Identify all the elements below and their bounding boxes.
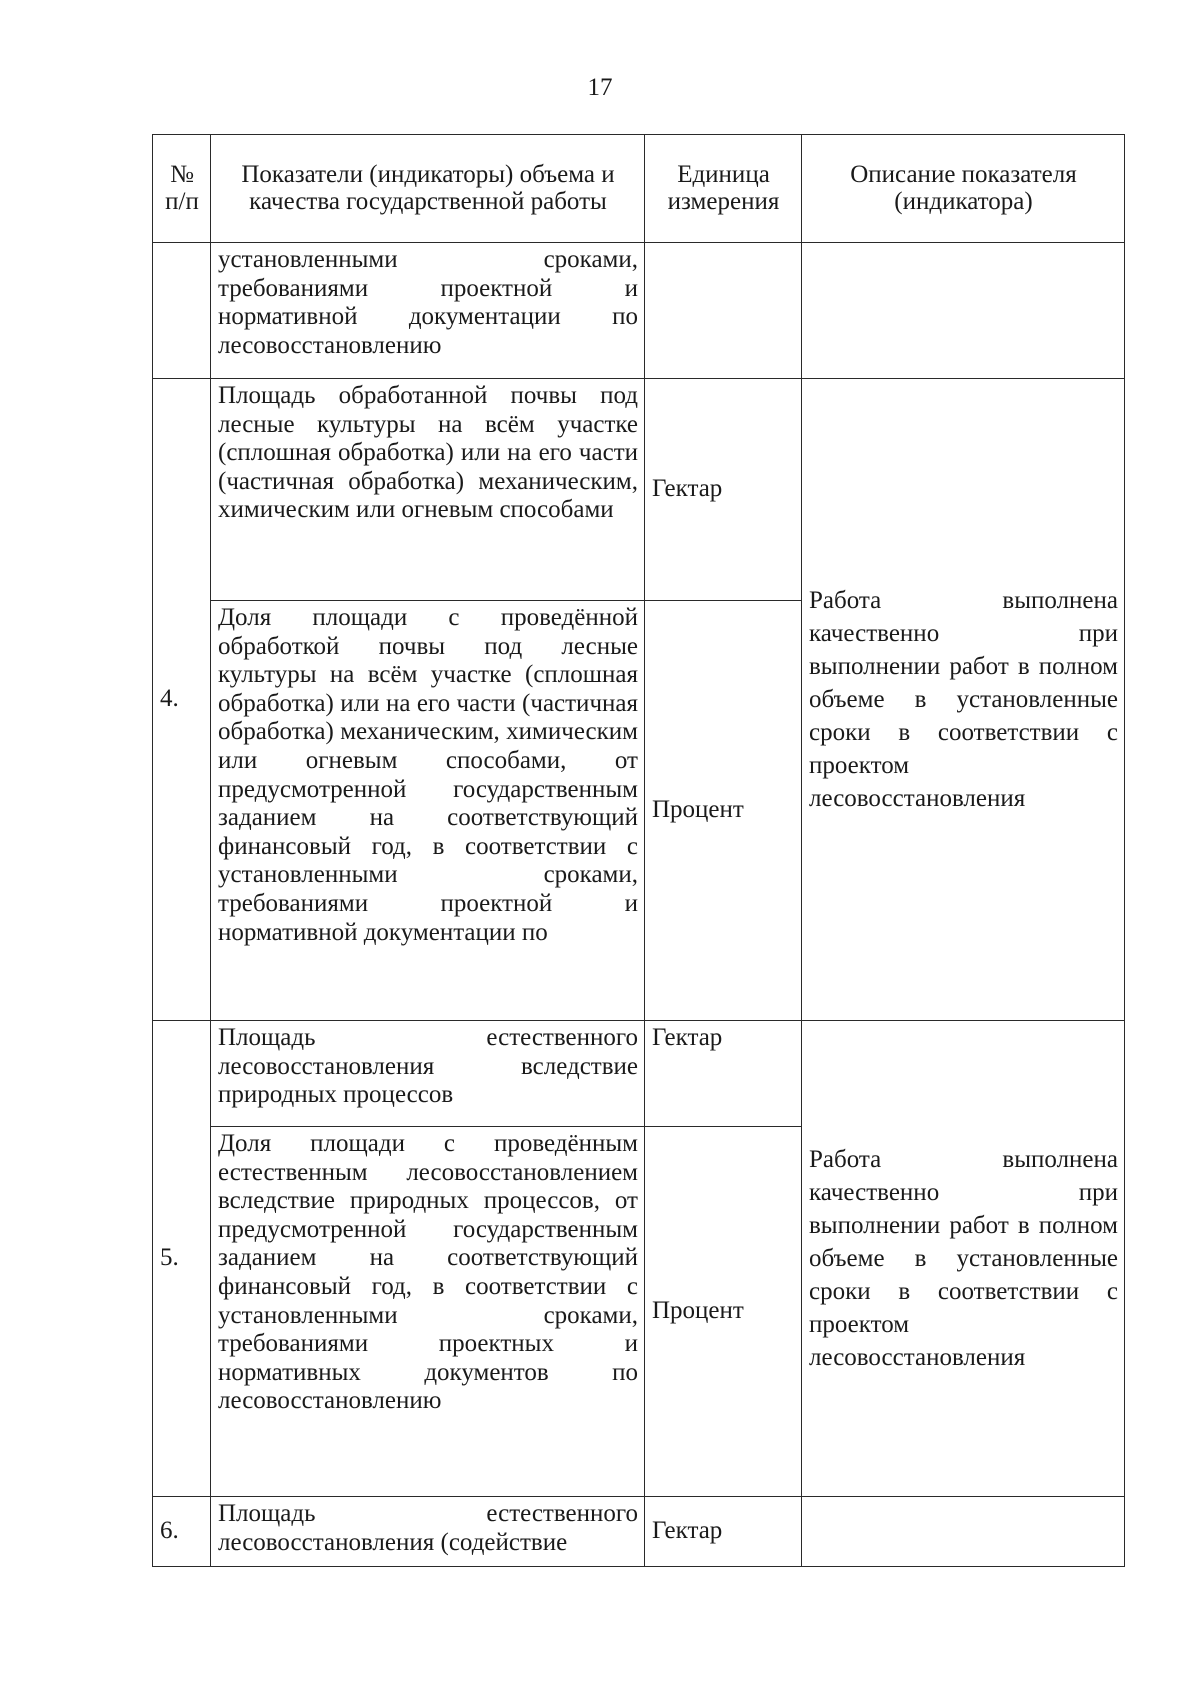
row-5a-unit: Гектар (645, 1021, 802, 1127)
row-5a-indicator: Площадь естественного лесовосстановления вследствие природных процессов (211, 1021, 645, 1127)
table-row (153, 243, 1125, 379)
table-row (153, 379, 1125, 601)
page-number: 17 (587, 74, 613, 101)
row-4a-indicator: Площадь обработанной почвы под лесные культуры на всём участке (сплошная обработка) или на его части (частичная обработка) механическим, химическим или огневым способами (211, 379, 645, 601)
indicators-table (152, 134, 1125, 1567)
row-cont-unit (645, 243, 802, 379)
row-cont-num (153, 243, 211, 379)
table-header-row (153, 135, 1125, 243)
row-6-unit: Гектар (645, 1497, 802, 1567)
row-6-indicator: Площадь естественного лесовосстановления (содействие (211, 1497, 645, 1567)
row-5-num: 5. (153, 1021, 211, 1497)
row-4b-indicator: Доля площади с проведённой обработкой почвы под лесные культуры на всём участке (сплошная обработка) или на его части (частичная обработка) механическим, химическим или огневым способами, от предусмотренной государственным заданием на соответствующий финансовый год, в соответствии с установленными сроками, требованиями проектной и нормативной документации по (211, 601, 645, 1021)
table-row (153, 1497, 1125, 1567)
row-4a-unit: Гектар (645, 379, 802, 601)
header-description: Описание показателя (индикатора) (802, 135, 1125, 243)
header-indicator: Показатели (индикаторы) объема и качества государственной работы (211, 135, 645, 243)
row-cont-description (802, 243, 1125, 379)
row-5b-indicator: Доля площади с проведённым естественным лесовосстановлением вследствие природных процессов, от предусмотренной государственным заданием на соответствующий финансовый год, в соответствии с установленными сроками, требованиями проектных и нормативных документов по лесовосстановлению (211, 1127, 645, 1497)
row-4-description: Работа выполнена качественно при выполнении работ в полном объеме в установленные сроки в соответствии с проектом лесовосстановления (802, 379, 1125, 1021)
row-cont-indicator: установленными сроками, требованиями проектной и нормативной документации по лесовосстановлению (211, 243, 645, 379)
header-unit: Единица измерения (645, 135, 802, 243)
row-6-num: 6. (153, 1497, 211, 1567)
row-6-description (802, 1497, 1125, 1567)
table-row (153, 1021, 1125, 1127)
header-num: № п/п (153, 135, 211, 243)
row-5-description: Работа выполнена качественно при выполнении работ в полном объеме в установленные сроки в соответствии с проектом лесовосстановления (802, 1021, 1125, 1497)
row-4b-unit: Процент (645, 601, 802, 1021)
row-5b-unit: Процент (645, 1127, 802, 1497)
row-4-num: 4. (153, 379, 211, 1021)
